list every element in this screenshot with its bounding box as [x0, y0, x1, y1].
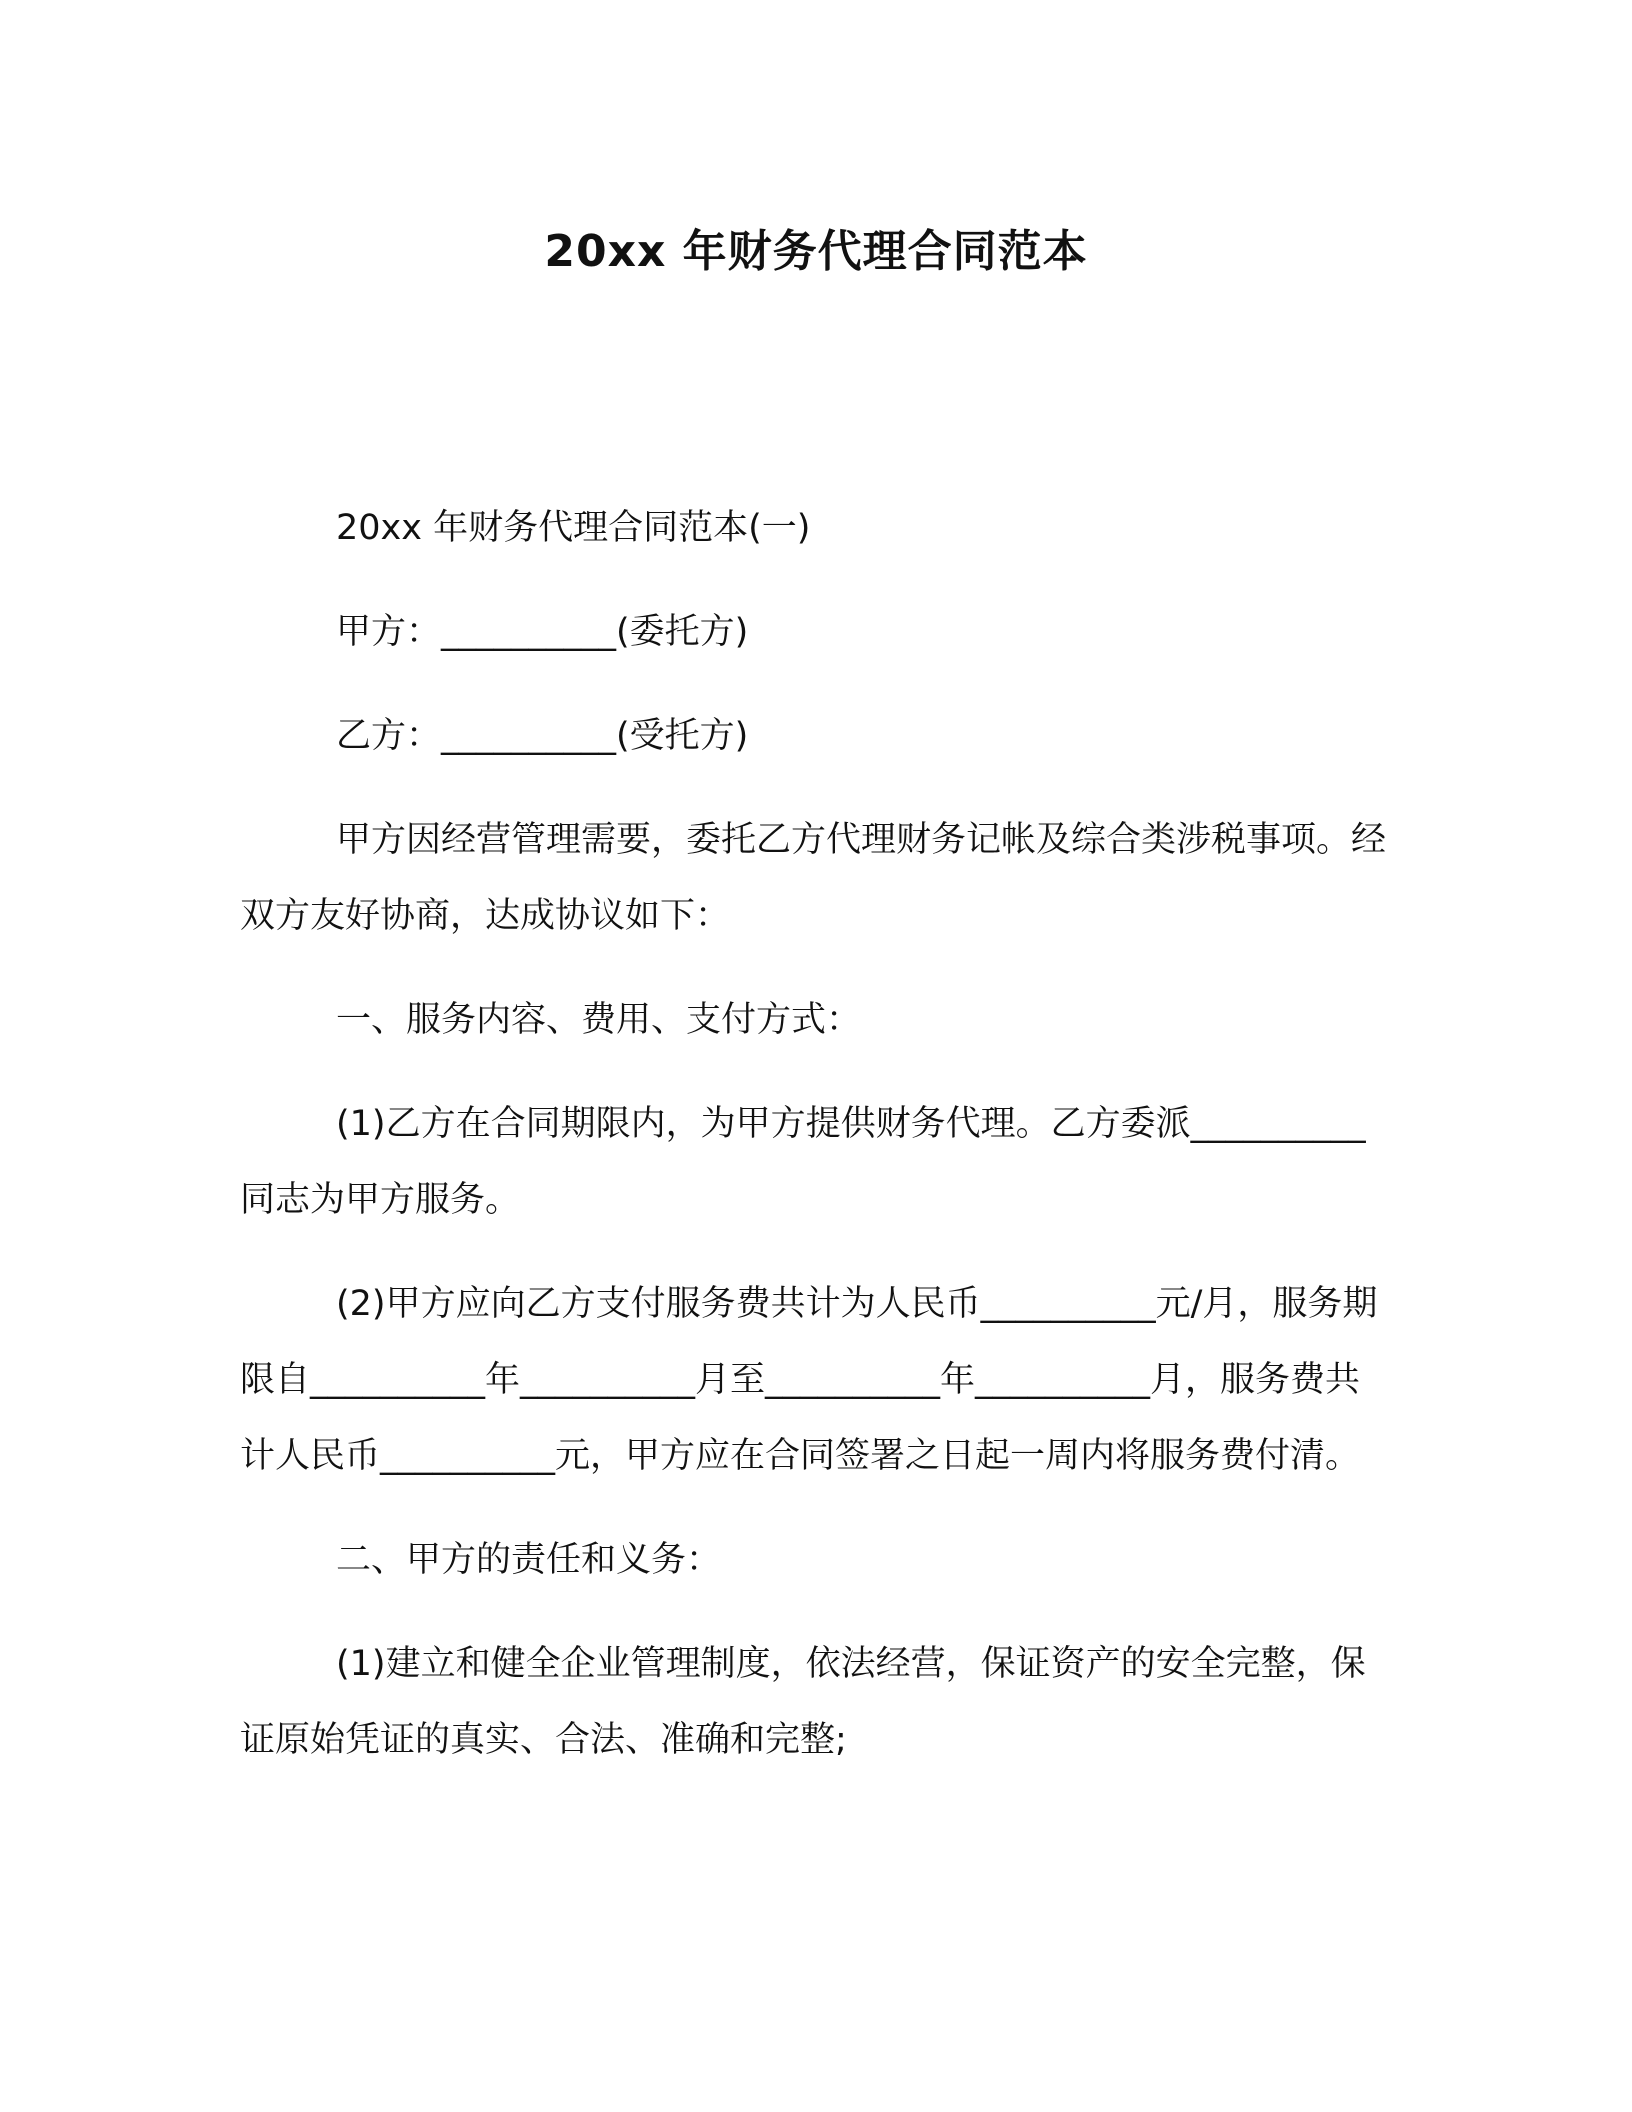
party-b-line: 乙方：__________(受托方) — [336, 716, 749, 756]
preamble-paragraph: 甲方因经营管理需要，委托乙方代理财务记帐及综合类涉税事项。经双方友好协商，达成协议如下： — [240, 820, 1387, 936]
clause-1-2: (2)甲方应向乙方支付服务费共计为人民币__________元/月，服务期限自__________年__________月至__________年__________月，服务费共计人民币__________元，甲方应在合同签署之日起一周内将服务费付清。 — [240, 1284, 1378, 1476]
clause-1-1: (1)乙方在合同期限内，为甲方提供财务代理。乙方委派__________同志为甲方服务。 — [240, 1104, 1366, 1220]
contract-subtitle: 20xx 年财务代理合同范本(一) — [336, 508, 811, 548]
party-a-line: 甲方：__________(委托方) — [336, 612, 749, 652]
section-heading-1: 一、服务内容、费用、支付方式： — [336, 1000, 862, 1040]
clause-2-1: (1)建立和健全企业管理制度，依法经营，保证资产的安全完整，保证原始凭证的真实、合法、准确和完整; — [240, 1644, 1366, 1760]
document-title: 20xx 年财务代理合同范本 — [544, 226, 1088, 277]
document-body — [240, 490, 1390, 1806]
section-heading-2: 二、甲方的责任和义务： — [336, 1540, 722, 1580]
